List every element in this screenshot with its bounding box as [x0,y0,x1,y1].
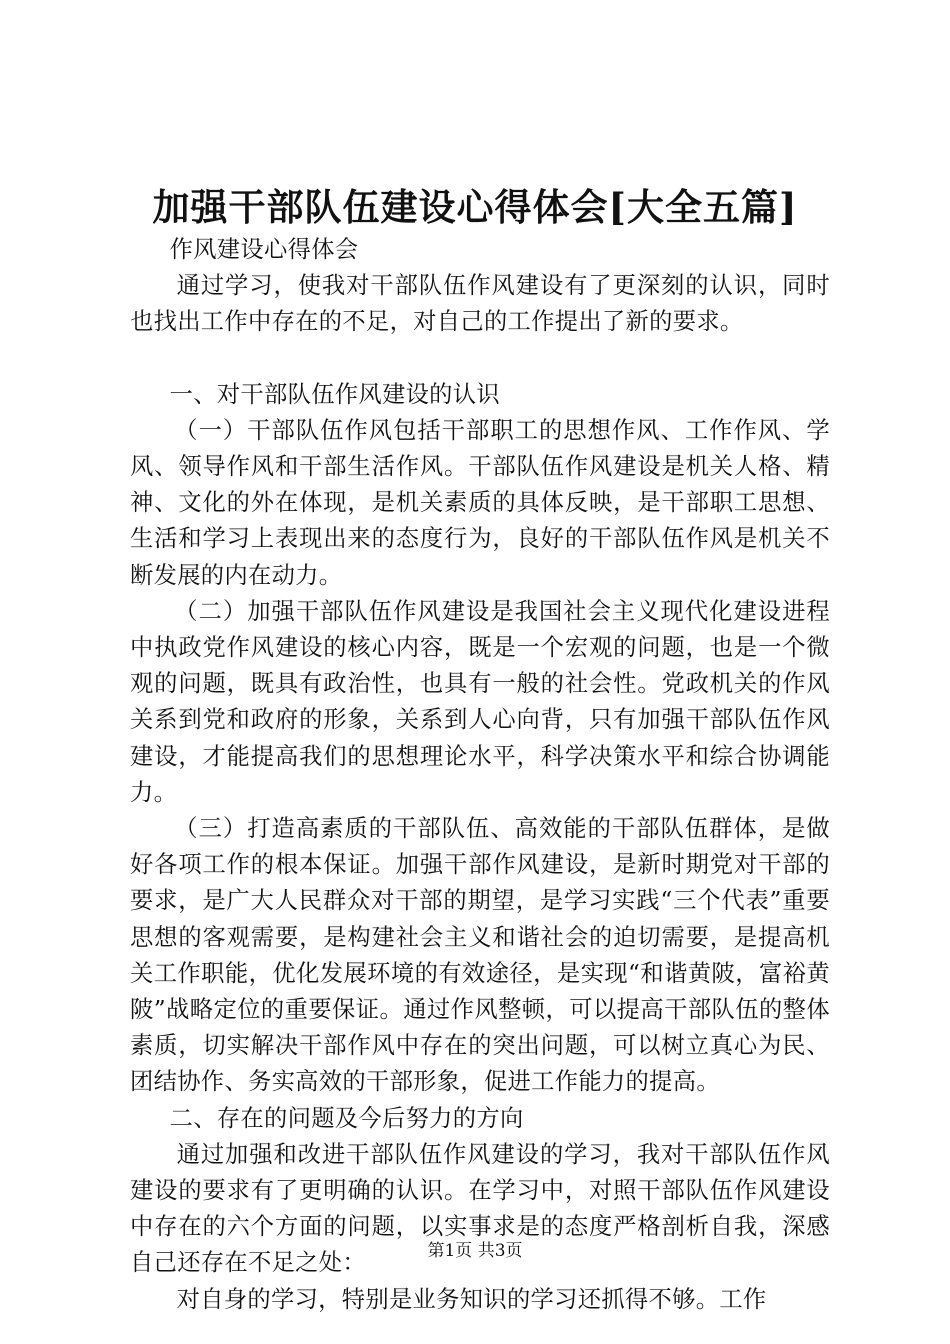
section2-heading: 二、存在的问题及今后努力的方向 [169,1104,524,1132]
section2-paragraph-2: 对自身的学习，特别是业务知识的学习还抓得不够。工作 [176,1285,767,1313]
section1-paragraph-2: （二）加强干部队伍作风建设是我国社会主义现代化建设进程中执政党作风建设的核心内容，既是一个宏观的问题，也是一个微观的问题，既具有政治性，也具有一般的社会性。党政机关的作风关系到党和政府的形象，关系到人心向背，只有加强干部队伍作风建设，才能提高我们的思想理论水平，科学决策水平和综合协调能力。 [130,597,830,806]
document-subtitle: 作风建设心得体会 [169,236,359,263]
document-body [130,232,830,1318]
section1-heading: 一、对干部队伍作风建设的认识 [169,380,500,408]
page-number-footer: 第1页 共3页 [427,1241,523,1261]
section1-paragraph-3: （三）打造高素质的干部队伍、高效能的干部队伍群体，是做好各项工作的根本保证。加强干部作风建设，是新时期党对干部的要求，是广大人民群众对干部的期望，是学习实践“三个代表”重要思想的客观需要，是构建社会主义和谐社会的迫切需要，是提高机关工作职能，优化发展环境的有效途径，是实现“和谐黄陂，富裕黄陂”战略定位的重要保证。通过作风整顿，可以提高干部队伍的整体素质，切实解决干部作风中存在的突出问题，可以树立真心为民、团结协作、务实高效的干部形象，促进工作能力的提高。 [130,815,830,1096]
section2-paragraph-1: 通过加强和改进干部队伍作风建设的学习，我对干部队伍作风建设的要求有了更明确的认识。在学习中，对照干部队伍作风建设中存在的六个方面的问题，以实事求是的态度严格剖析自我，深感自己还存在不足之处： [130,1140,830,1277]
document-title: 加强干部队伍建设心得体会[大全五篇] [152,185,798,229]
section1-paragraph-1: （一）干部队伍作风包括干部职工的思想作风、工作作风、学风、领导作风和干部生活作风。干部队伍作风建设是机关人格、精神、文化的外在体现，是机关素质的具体反映，是干部职工思想、生活和学习上表现出来的态度行为，良好的干部队伍作风是机关不断发展的内在动力。 [130,416,830,589]
intro-paragraph: 通过学习，使我对干部队伍作风建设有了更深刻的认识，同时也找出工作中存在的不足，对自己的工作提出了新的要求。 [130,272,830,336]
